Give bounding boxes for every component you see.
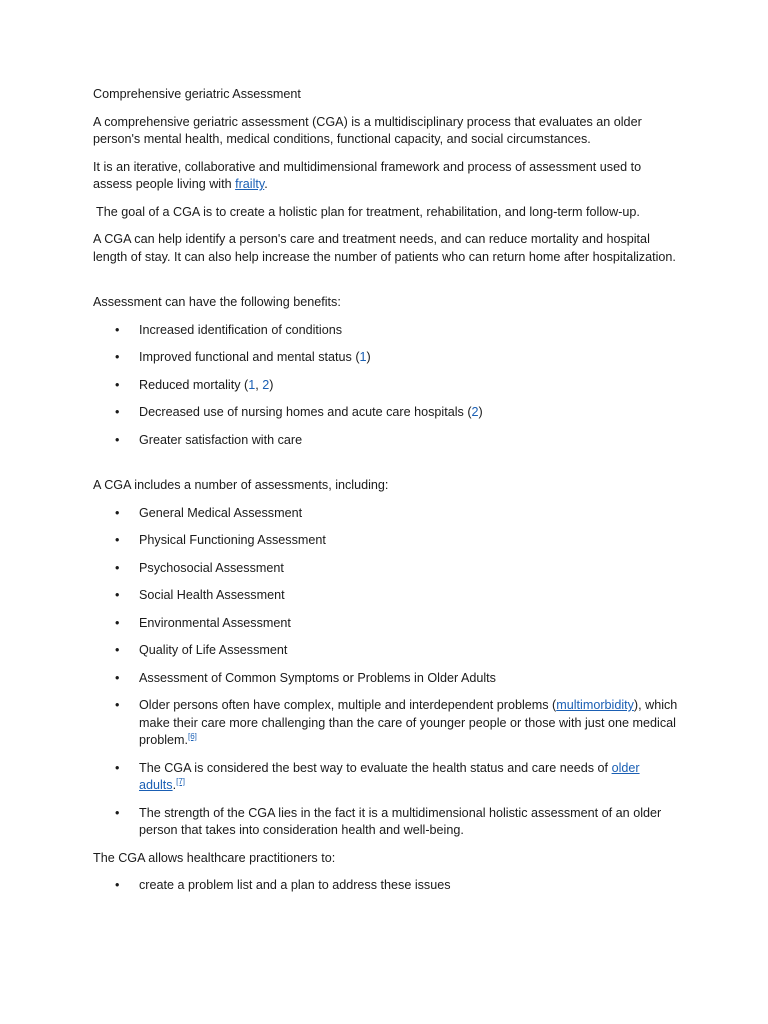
list-item-text: Greater satisfaction with care (139, 432, 303, 447)
list-item-text: Reduced mortality ( (139, 377, 249, 392)
reference-link-2[interactable]: 2 (262, 377, 270, 392)
bullet-icon: • (115, 322, 120, 337)
bullet-icon: • (115, 698, 120, 712)
practitioners-intro: The CGA allows healthcare practitioners to: (93, 850, 336, 865)
assessments-list (93, 505, 678, 840)
list-item-text: Assessment of Common Symptoms or Problems in Older Adults (139, 670, 496, 685)
list-item-text: Quality of Life Assessment (139, 643, 288, 657)
list-item (93, 760, 678, 795)
list-item-text: Decreased use of nursing homes and acute care hospitals ( (139, 405, 472, 419)
reference-link-1[interactable]: 1 (359, 350, 367, 364)
list-item-text: Increased identification of conditions (139, 322, 343, 337)
list-item-text: ), which make their care more challenging than the care of younger people or those with just one medical problem. (139, 698, 678, 747)
bullet-icon: • (115, 588, 120, 602)
list-item-text: Improved functional and mental status ( (139, 350, 360, 364)
list-item (93, 697, 678, 750)
benefits-list (93, 322, 678, 450)
list-item-text: ) (478, 405, 483, 419)
frailty-link[interactable]: frailty (235, 177, 265, 191)
list-item-text: General Medical Assessment (139, 505, 303, 520)
bullet-icon: • (115, 350, 120, 364)
bullet-icon: • (115, 432, 120, 447)
bullet-icon: • (115, 405, 120, 419)
bullet-icon: • (115, 643, 120, 657)
document-page (93, 86, 678, 905)
reference-link-1[interactable]: 1 (248, 377, 256, 392)
citation-link-7[interactable]: [7] (176, 776, 186, 786)
list-item-text: Older persons often have complex, multiple and interdependent problems ( (139, 698, 557, 712)
bullet-icon: • (115, 878, 120, 892)
list-item (93, 670, 678, 688)
list-item (93, 505, 678, 523)
list-item (93, 432, 678, 450)
paragraph-framework (93, 159, 678, 194)
list-item (93, 877, 678, 895)
assessments-intro: A CGA includes a number of assessments, including: (93, 478, 389, 492)
list-item (93, 532, 678, 550)
paragraph-framework-end: . (264, 177, 268, 191)
list-item-text: The CGA is considered the best way to evaluate the health status and care needs of (139, 760, 612, 775)
list-item-text: , (255, 377, 263, 392)
list-item (93, 587, 678, 605)
paragraph-needs: A CGA can help identify a person's care and treatment needs, and can reduce mortality and hospital length of stay. It can also help increase the number of patients who can return home after hospitalization. (93, 232, 676, 264)
list-item-text: Psychosocial Assessment (139, 560, 284, 575)
list-item-text: ) (366, 350, 371, 364)
bullet-icon: • (115, 377, 120, 392)
list-item-text: The strength of the CGA lies in the fact it is a multidimensional holistic assessment of an older person that takes into consideration health and well-being. (139, 805, 662, 837)
citation-link-6[interactable]: [6] (188, 731, 197, 741)
list-item (93, 322, 678, 340)
bullet-icon: • (115, 560, 120, 575)
list-item (93, 349, 678, 367)
list-item-text: Social Health Assessment (139, 588, 285, 602)
paragraph-definition: A comprehensive geriatric assessment (CGA) is a multidisciplinary process that evaluates an older person's mental health, medical conditions, functional capacity, and social circumstances. (93, 114, 642, 146)
list-item (93, 615, 678, 633)
list-item (93, 377, 678, 395)
practitioners-list (93, 877, 678, 895)
paragraph-framework-text: It is an iterative, collaborative and multidimensional framework and process of assessment used to assess people living with (93, 159, 642, 191)
benefits-intro: Assessment can have the following benefits: (93, 295, 341, 309)
bullet-icon: • (115, 805, 120, 820)
spacer (93, 276, 678, 294)
bullet-icon: • (115, 670, 120, 685)
bullet-icon: • (115, 533, 120, 547)
list-item (93, 642, 678, 660)
document-title: Comprehensive geriatric Assessment (93, 87, 301, 101)
list-item (93, 805, 678, 840)
list-item-text: . (172, 778, 177, 792)
list-item-text: Environmental Assessment (139, 615, 291, 630)
list-item-text: Physical Functioning Assessment (139, 533, 326, 547)
bullet-icon: • (115, 505, 120, 520)
older-adults-link[interactable]: older adults (139, 760, 640, 792)
bullet-icon: • (115, 615, 120, 630)
paragraph-goal: The goal of a CGA is to create a holistic plan for treatment, rehabilitation, and long-term follow-up. (96, 204, 640, 219)
multimorbidity-link[interactable]: multimorbidity (556, 698, 634, 712)
list-item (93, 560, 678, 578)
list-item (93, 404, 678, 422)
list-item-text: ) (269, 377, 274, 392)
reference-link-2[interactable]: 2 (471, 405, 479, 419)
spacer (93, 459, 678, 477)
list-item-text: create a problem list and a plan to address these issues (139, 878, 451, 892)
bullet-icon: • (115, 760, 120, 775)
